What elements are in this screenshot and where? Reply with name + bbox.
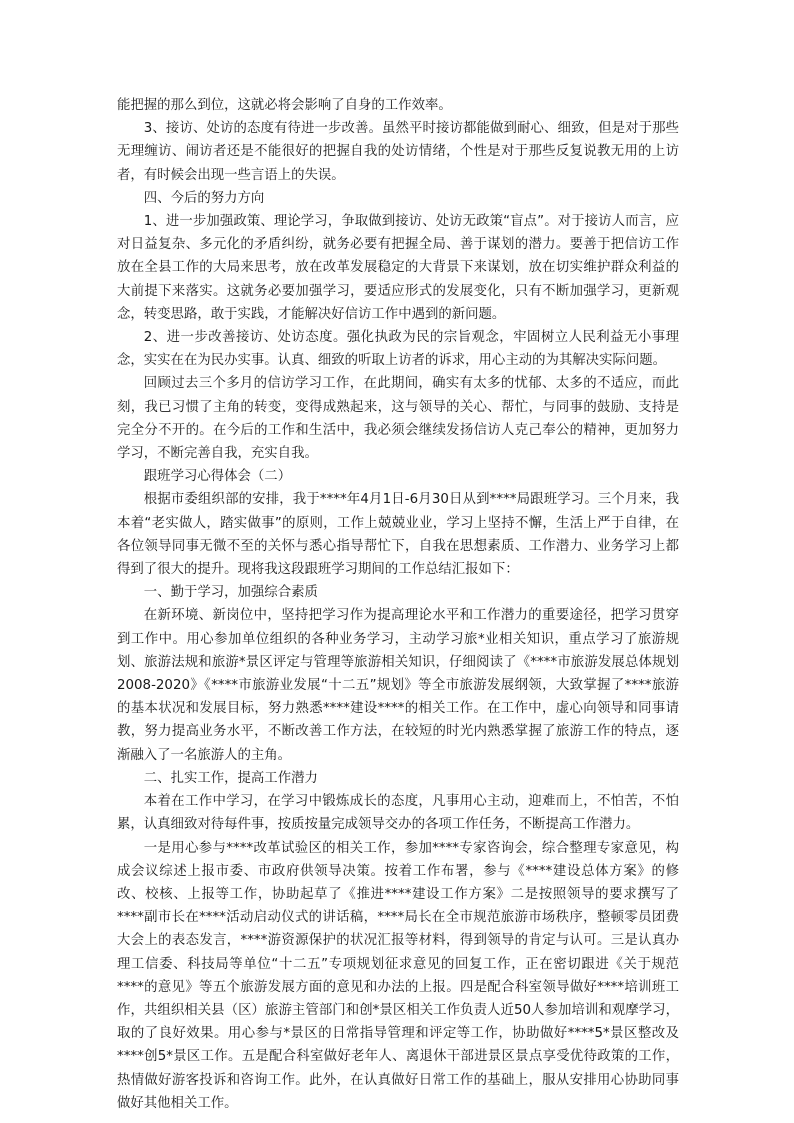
paragraph: 在新环境、新岗位中，坚持把学习作为提高理论水平和工作潜力的重要途径，把学习贯穿到工作中。用心参加单位组织的各种业务学习，主动学习旅*业相关知识，重点学习了旅游规划、旅游法规和旅游*景区评定与管理等旅游相关知识，仔细阅读了《****市旅游发展总体规划2008-2020》《****市旅游业发展“十二五”规划》等全市旅游发展纲领，大致掌握了****旅游的基本状况和发展目标，努力熟悉****建设****的相关工作。在工作中，虚心向领导和同事请教，努力提高业务水平，不断改善工作方法，在较短的时光内熟悉掌握了旅游工作的特点，逐渐融入了一名旅游人的主角。	[117, 608, 679, 763]
section-heading: 二、扎实工作，提高工作潜力	[143, 770, 318, 786]
paragraph: 能把握的那么到位，这就必将会影响了自身的工作效率。	[117, 98, 452, 113]
section-heading: 四、今后的努力方向	[143, 190, 265, 206]
paragraph: 根据市委组织部的安排，我于****年4月1日-6月30日从到****局跟班学习。三个月来，我本着“老实做人，踏实做事”的原则，工作上兢兢业业，学习上坚持不懈，生活上严于自律，在各位领导同事无微不至的关怀与悉心指导帮忙下，自我在思想素质、工作潜力、业务学习上都得到了很大的提升。现将我这段跟班学习期间的工作总结汇报如下：	[117, 492, 679, 578]
paragraph: 一是用心参与****改革试验区的相关工作，参加****专家咨询会，综合整理专家意见，构成会议综述上报市委、市政府供领导决策。按着工作布署，参与《****建设总体方案》的修改、校核、上报等工作，协助起草了《推进****建设工作方案》二是按照领导的要求撰写了****副市长在****活动启动仪式的讲话稿，****局长在全市规范旅游市场秩序，整顿零员团费大会上的表态发言，****游资源保护的状况汇报等材料，得到领导的肯定与认可。三是认真办理工信委、科技局等单位“十二五”专项规划征求意见的回复工作，正在密切跟进《关于规范****的意见》等五个旅游发展方面的意见和办法的上报。四是配合科室领导做好****培训班工作，共组织相关县（区）旅游主管部门和创*景区相关工作负责人近50人参加培训和观摩学习，取的了良好效果。用心参与*景区的日常指导管理和评定等工作，协助做好****5*景区整改及****创5*景区工作。五是配合科室做好老年人、离退休干部进景区景点享受优待政策的工作，热情做好游客投诉和咨询工作。此外，在认真做好日常工作的基础上，服从安排用心协助同事做好其他相关工作。	[117, 840, 679, 1111]
paragraph: 2、进一步改善接访、处访态度。强化执政为民的宗旨观念，牢固树立人民利益无小事理念，实实在在为民办实事。认真、细致的听取上访者的诉求，用心主动的为其解决实际问题。	[117, 330, 679, 369]
document-title: 跟班学习心得体会（二）	[143, 469, 292, 485]
paragraph: 回顾过去三个多月的信访学习工作，在此期间，确实有太多的忧郁、太多的不适应，而此刻，我已习惯了主角的转变，变得成熟起来，这与领导的关心、帮忙，与同事的鼓励、支持是完全分不开的。在今后的工作和生活中，我必须会继续发扬信访人克己奉公的精神，更加努力学习，不断完善自我，充实自我。	[117, 376, 679, 462]
paragraph: 1、进一步加强政策、理论学习，争取做到接访、处访无政策“盲点”。对于接访人而言，应对日益复杂、多元化的矛盾纠纷，就务必要有把握全局、善于谋划的潜力。要善于把信访工作放在全县工作的大局来思考，放在改革发展稳定的大背景下来谋划，放在切实维护群众利益的大前提下来落实。这就务必要加强学习，要适应形式的发展变化，只有不断加强学习，更新观念，转变思路，敢于实践，才能解决好信访工作中遇到的新问题。	[117, 214, 679, 322]
paragraph: 3、接访、处访的态度有待进一步改善。虽然平时接访都能做到耐心、细致，但是对于那些无理缠访、闹访者还是不能很好的把握自我的处访情绪，个性是对于那些反复说教无用的上访者，有时候会出现一些言语上的失误。	[117, 121, 679, 183]
document-page	[117, 94, 679, 1115]
paragraph: 本着在工作中学习，在学习中锻炼成长的态度，凡事用心主动，迎难而上，不怕苦，不怕累，认真细致对待每件事，按质按量完成领导交办的各项工作任务，不断提高工作潜力。	[117, 794, 679, 833]
section-heading: 一、勤于学习，加强综合素质	[143, 585, 318, 601]
